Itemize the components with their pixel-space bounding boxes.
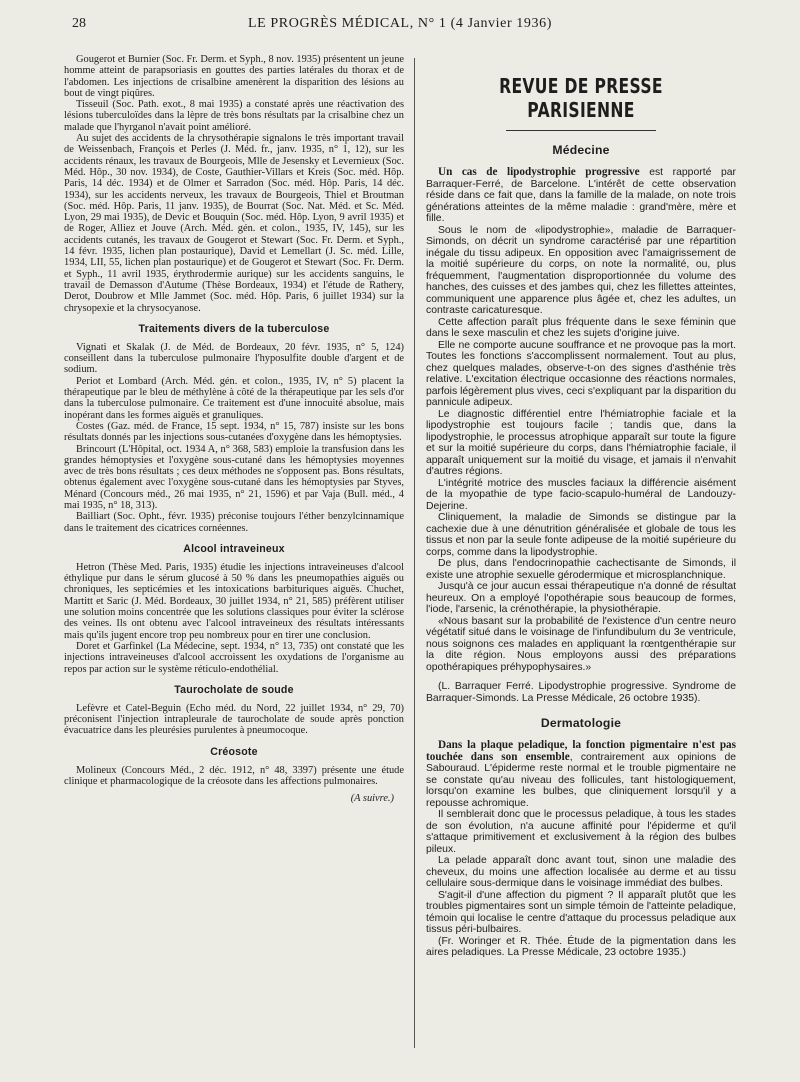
right-column (426, 54, 736, 1046)
paragraph: Brincourt (L'Hôpital, oct. 1934 A, n° 368, 583) emploie la transfusion dans les grandes hémoptysies et l'oxygène sous-cutané dans les hémoptysies moyennes avec de très bons résultats ; ces deux méthodes ne s'opposent pas. Bons résultats, obtenus également avec l'oxygène sous-cutané dans les hémoptysies par Styves, Ménard (Concours méd., 26 mai 1935, n° 21, 1596) et par Vaja (Bull. méd., 4 mai 1935, n° 18, 313). (64, 443, 404, 511)
paragraph: Lefèvre et Catel-Beguin (Echo méd. du Nord, 22 juillet 1934, n° 29, 70) préconisent l'injection intrapleurale de taurocholate de soude après ponction évacuatrice dans les pleurésies purulentes à pneumocoque. (64, 702, 404, 737)
paragraph: Le diagnostic différentiel entre l'hémiatrophie faciale et la lipodystrophie est toujours facile ; tandis que, dans la lipodystrophie, le processus atrophique apparaît sur toute la figure et sur la moitié supérieure du corps, dans l'hémiatrophie faciale, il apparaît uniquement sur la moitié du visage, et jamais il n'envahit d'autres régions. (426, 408, 736, 477)
reference: (L. Barraquer Ferré. Lipodystrophie progressive. Syndrome de Barraquer-Simonds. La Presse Médicale, 26 octobre 1935). (426, 681, 736, 704)
section-heading: Taurocholate de soude (174, 683, 294, 696)
paragraph: «Nous basant sur la probabilité de l'existence d'un centre neuro végétatif situé dans le voisinage de l'infundibulum du 3e ventricule, nous soignons ces malades en appliquant la rœntgenthérapie sur la dite région. Nous employons aussi des préparations opothérapiques préhypophysaires.» (426, 615, 736, 673)
lead-phrase: Un cas de lipodystrophie progressive (438, 166, 640, 178)
paragraph-text: , contrairement aux opinions de Sabouraud. L'épiderme reste normal et le trouble pigmentaire ne se constate qu'au niveau des follicules, tant histologiquement, lorsqu'on examine les bulbes, que cliniquement lorsqu'il y a repousse achromique. (426, 751, 736, 809)
title-rule (506, 130, 656, 131)
section-heading: Créosote (210, 745, 258, 758)
paragraph: Au sujet des accidents de la chrysothérapie signalons le très important travail de Weissenbach, François et Perles (J. Méd. fr., janv. 1935, n° 1, 12), sur les accidents rénaux, les travaux de Bourgeois, Mlle de Jesensky et Levernieux (Soc. Méd. Hôp., 30 nov. 1934), de Coste, Gauthier-Villars et Kreis (Soc. méd. Hôp. Paris, 14 déc. 1934) et de Olmer et Sarradon (Soc. méd. Hôp. Paris, 14 déc. 1934), sur les accidents nerveux, les travaux de Bourgeois, Thiel et Broutman (Soc. méd. Hôp. Paris, 11 janv. 1935), de Bourrat (Soc. Nat. Méd. et Sc. Méd. Lyon, 29 mai 1935), de Devic et Bouquin (Soc. méd. Hôp. Lyon, 9 avril 1935) et de Roger, Alliez et Jouve (Arch. Méd. gén. et colon., 1935, IV, 145), sur les accidents cutanés, les travaux de Gougerot et Stewart (Soc. Fr. Derm. et Syph., 14 févr. 1935, lichen plan postaurique), David et Lemellart (J. Sc. méd. Lille, 1934, LII, 55, lichen plan postaurique) et de Gougerot et Stewart (Soc. Fr. Derm. et Syph., 11 avril 1935, érythrodermie aurique) sur les accidents sanguins, le travail de Demasson d'Autume (Thèse Bordeaux, 1934) et l'étude de Rathery, Derot, Doubrow et Mlle Jammet (Soc. méd. Hôp. Paris, 6 juillet 1934) sur la chrysopexie et la chrysocyanose. (64, 133, 404, 314)
section-heading-medecine: Médecine (552, 143, 610, 157)
paragraph: Costes (Gaz. méd. de France, 15 sept. 1934, n° 15, 787) insiste sur les bons résultats donnés par les injections sous-cutanées d'oxygène dans les hémoptysies. (64, 420, 404, 444)
to-be-continued: (A suivre.) (350, 793, 394, 805)
paragraph: Jusqu'à ce jour aucun essai thérapeutique n'a donné de résultat heureux. On a employé l'opothérapie sous beaucoup de formes, l'iode, l'arsenic, la crénothérapie, la physiothérapie. (426, 581, 736, 615)
paragraph: Elle ne comporte aucune souffrance et ne provoque pas la mort. Toutes les fonctions s'accomplissent normalement. Tout au plus, chez quelques malades, observe-t-on des signes d'asthénie très relative. L'excitation électrique occasionne des réactions normales, parfois légèrement plus vives, ceci s'expliquant par la disparition du pannicule adipeux. (426, 339, 736, 408)
paragraph (426, 167, 736, 225)
paragraph: Gougerot et Burnier (Soc. Fr. Derm. et Syph., 8 nov. 1935) présentent un jeune homme atteint de parapsoriasis en gouttes des parties latérales du thorax et de l'abdomen. Les injections de crisalbine amenèrent la disparition des lésions au bout de vingt piqûres. (64, 54, 404, 99)
paragraph: Doret et Garfinkel (La Médecine, sept. 1934, n° 13, 735) ont constaté que les injections intraveineuses d'alcool accroissent les oxydations de l'organisme au repos par action sur le système réticulo-endothélial. (64, 640, 404, 675)
paragraph: S'agit-il d'une affection du pigment ? Il apparaît plutôt que les troubles pigmentaires sont un simple témoin de l'atteinte peladique, témoin qui localise le centre d'attaque du processus peladique aux tissus péri-bulbaires. (426, 889, 736, 935)
lead-phrase: Dans la plaque peladique, la fonction pigmentaire n'est pas touchée dans son ensemble (426, 739, 736, 763)
paragraph: Cette affection paraît plus fréquente dans le sexe féminin que dans le sexe masculin et chez les sujets d'origine juive. (426, 316, 736, 339)
section-heading: Alcool intraveineux (183, 542, 285, 555)
paragraph: Cliniquement, la maladie de Simonds se distingue par la cachexie due à une dénutrition généralisée et globale de tous les tissus et non par la seule fonte adipeuse de la moitié supérieure du corps, comme dans la lipodystrophie. (426, 512, 736, 558)
paragraph: L'intégrité motrice des muscles faciaux la différencie aisément de la myopathie de type facio-scapulo-huméral de Landouzy-Dejerine. (426, 477, 736, 512)
paragraph: Molineux (Concours Méd., 2 déc. 1912, n° 48, 3397) présente une étude clinique et pharmacologique de la créosote dans les affections pulmonaires. (64, 764, 404, 788)
revue-title: REVUE DE PRESSE PARISIENNE (499, 74, 663, 122)
paragraph (426, 740, 736, 809)
paragraph: Sous le nom de «lipodystrophie», maladie de Barraquer-Simonds, on décrit un syndrome caractérisé par une répartition inégale du tissu adipeux. En opposition avec l'amaigrissement de la moitié supérieure du corps, on note la normalité, ou, plus fréquemment, l'augmentation disproportionnée du volume des hanches, des cuisses et des jambes qui, chez les fillettes atteintes, communiquent une apparence plus âgée et, chez les adultes, un contraste caricaturesque. (426, 224, 736, 316)
paragraph: Hetron (Thèse Med. Paris, 1935) étudie les injections intraveineuses d'alcool éthylique pur dans le sérum glucosé à 50 % dans les pneumopathies aiguës ou chroniques, les septicémies et les intoxications barbituriques aiguës. Chuchet, Martitt et Saric (J. Méd. Bordeaux, 30 juillet 1934, n° 21, 585) préfèrent utiliser une solution moins concentrée que les solutions classiques pour éviter la sclérose des veines. Ils ont obtenu avec l'alcool intraveineux des résultats intéressants mais qu'ils jugent encore trop peu nombreux pour en tirer une conclusion. (64, 561, 404, 641)
section-heading: Traitements divers de la tuberculose (138, 322, 330, 335)
paragraph: Tisseuil (Soc. Path. exot., 8 mai 1935) a constaté après une réactivation des lésions tuberculoïdes dans la lèpre de très bons résultats par la crisalbine chez un malade que l'hyrganol n'avait point amélioré. (64, 99, 404, 133)
left-column (64, 54, 404, 1046)
paragraph: Il semblerait donc que le processus peladique, à tous les stades de son évolution, n'a aucune affinité pour l'épiderme et qu'il s'attaque primitivement et exclusivement à la région des bulbes pileux. (426, 809, 736, 855)
column-divider (414, 58, 415, 1048)
page-header (72, 16, 728, 38)
reference: (Fr. Woringer et R. Thée. Étude de la pigmentation dans les aires peladiques. La Presse Médicale, 23 octobre 1935.) (426, 935, 736, 958)
paragraph: Bailliart (Soc. Opht., févr. 1935) préconise toujours l'éther benzylcinnamique dans le traitement des cicatrices cornéennes. (64, 511, 404, 534)
paragraph: Periot et Lombard (Arch. Méd. gén. et colon., 1935, IV, n° 5) placent la thérapeutique par le bleu de méthylène à côté de la thérapeutique par les sels d'or dans la tuberculose pulmonaire. Ce traitement est d'une innocuité absolue, mais inopérant dans les formes aiguës et granuliques. (64, 375, 404, 421)
paragraph-text: est rapporté par Barraquer-Ferré, de Barcelone. L'intérêt de cette observation réside dans ce fait que, dans la famille de la malade, on note trois générations atteintes de la même maladie : grand'mère, mère et fille. (426, 167, 736, 224)
section-heading-dermatologie: Dermatologie (540, 716, 622, 730)
paragraph: La pelade apparaît donc avant tout, sinon une maladie des cheveux, du moins une affection localisée au derme et au tissu cellulaire sous-dermique dans le voisinage immédiat des bulbes. (426, 855, 736, 889)
paragraph: De plus, dans l'endocrinopathie cachectisante de Simonds, il existe une atrophie sexuelle gérodermique et microsplanchnique. (426, 558, 736, 581)
running-title: LE PROGRÈS MÉDICAL, N° 1 (4 Janvier 1936) (248, 16, 552, 31)
paragraph: Vignati et Skalak (J. de Méd. de Bordeaux, 20 févr. 1935, n° 5, 124) conseillent dans la tuberculose pulmonaire l'hyposulfite double d'argent et de sodium. (64, 341, 404, 376)
page-number: 28 (72, 16, 86, 31)
spacer (426, 673, 736, 681)
